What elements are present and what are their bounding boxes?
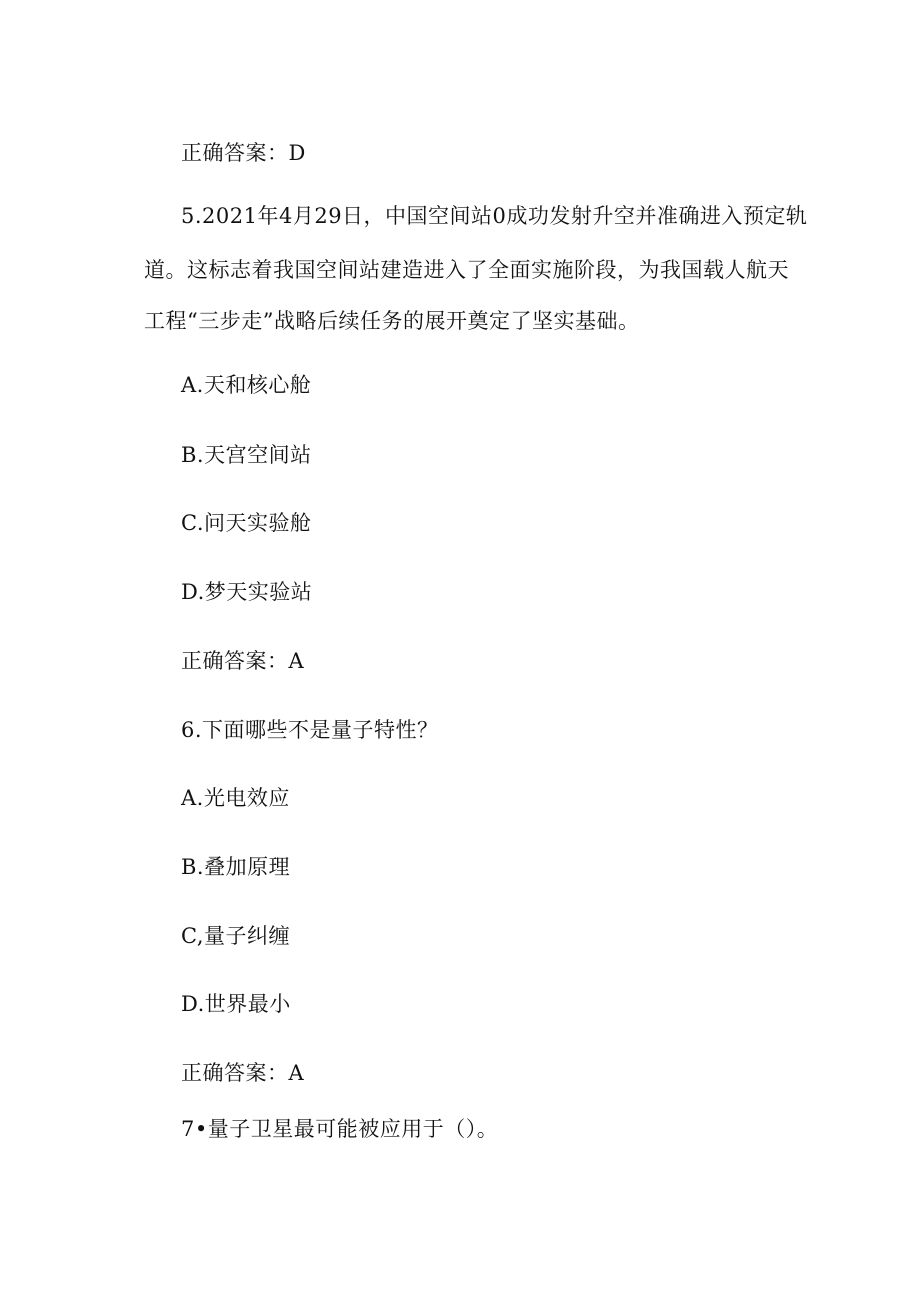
question-stem: 7•量子卫星最可能被应用于（）。 [181,1117,499,1141]
option-a: A.天和核心舱 [181,373,312,397]
question-stem: 道。这标志着我国空间站建造进入了全面实施阶段，为我国载人航天 [144,258,789,282]
option-c: C,量子纠缠 [181,924,290,948]
answer-line: 正确答案：A [181,649,305,673]
question-stem: 工程“三步走”战略后续任务的展开奠定了坚实基础。 [144,309,640,333]
option-d: D.世界最小 [181,992,291,1016]
option-b: B.叠加原理 [181,855,291,879]
question-stem: 5.2021年4月29日，中国空间站0成功发射升空并准确进入预定轨 [181,204,808,228]
option-b: B.天宫空间站 [181,443,312,467]
question-stem: 6.下面哪些不是量子特性？ [181,718,439,742]
option-a: A.光电效应 [181,786,290,810]
answer-line: 正确答案：D [181,141,306,165]
option-d: D.梦天实验站 [181,580,313,604]
option-c: C.问天实验舱 [181,511,312,535]
answer-line: 正确答案：A [181,1061,305,1085]
